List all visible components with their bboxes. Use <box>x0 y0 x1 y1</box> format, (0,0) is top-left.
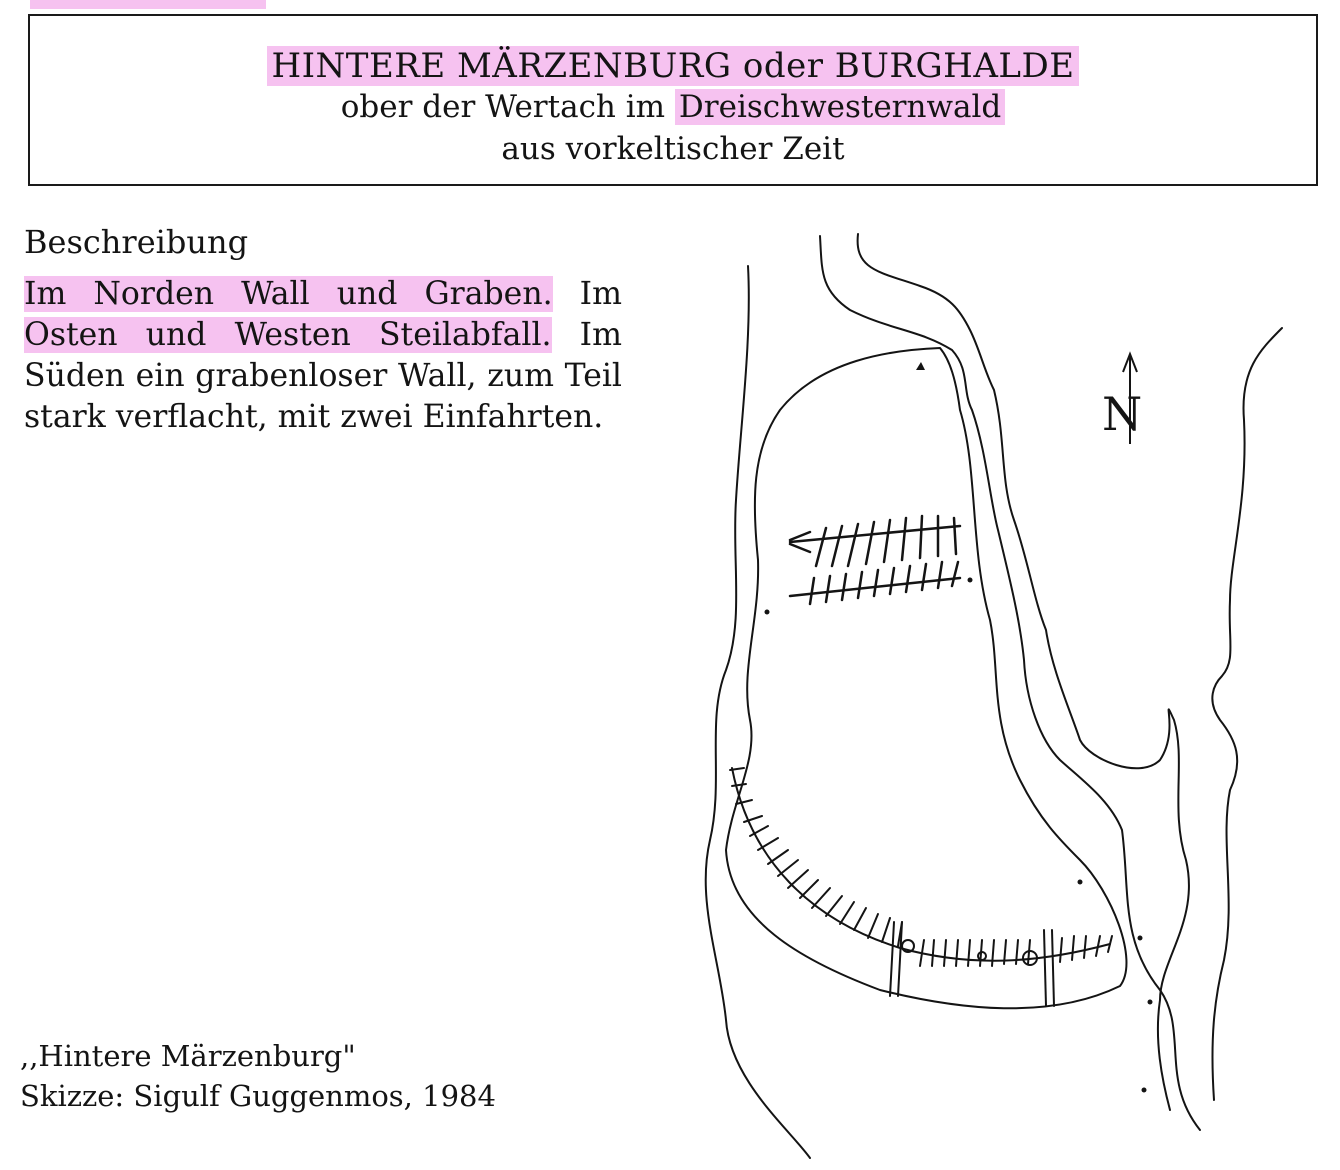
north-wall-hatching <box>790 516 960 604</box>
caption-title: ,,Hintere Märzenburg" <box>20 1039 356 1073</box>
river-bank-west <box>820 236 1200 1130</box>
sketch-svg <box>640 200 1330 1160</box>
survey-dots <box>765 362 1153 1093</box>
description-block <box>24 222 622 438</box>
south-wall-hatching <box>730 768 1112 1006</box>
rampart-outline <box>726 348 1126 1008</box>
title-location: ober der Wertach im <box>340 89 675 125</box>
title-forest: Dreischwesternwald <box>675 89 1005 125</box>
title-box <box>28 14 1318 186</box>
east-terrain-line <box>1212 328 1282 1100</box>
site-sketch-map <box>640 200 1330 1160</box>
highlighter-mark <box>30 0 266 9</box>
west-slope-line <box>706 266 810 1158</box>
figure-caption <box>20 1036 496 1116</box>
description-text-2: Im Süden ein grabenloser Wall, zum Teil stark verflacht, mit zwei Einfahrten. <box>24 317 622 435</box>
north-label: N <box>1102 387 1143 441</box>
title-line-3: aus vorkeltischer Zeit <box>501 131 845 167</box>
title-main: HINTERE MÄRZENBURG oder BURGHALDE <box>267 46 1078 86</box>
description-text-1: Im <box>552 276 622 312</box>
description-text <box>24 274 622 438</box>
title-line-2 <box>30 86 1316 128</box>
title-line-1 <box>30 46 1316 86</box>
description-highlight-1: Im Norden Wall und Graben. <box>24 276 553 312</box>
river-bank-east <box>858 234 1189 1110</box>
caption-credit: Skizze: Sigulf Guggenmos, 1984 <box>20 1079 496 1113</box>
description-heading: Beschreibung <box>24 223 249 261</box>
description-highlight-2: Osten und Westen Steilabfall. <box>24 317 552 353</box>
